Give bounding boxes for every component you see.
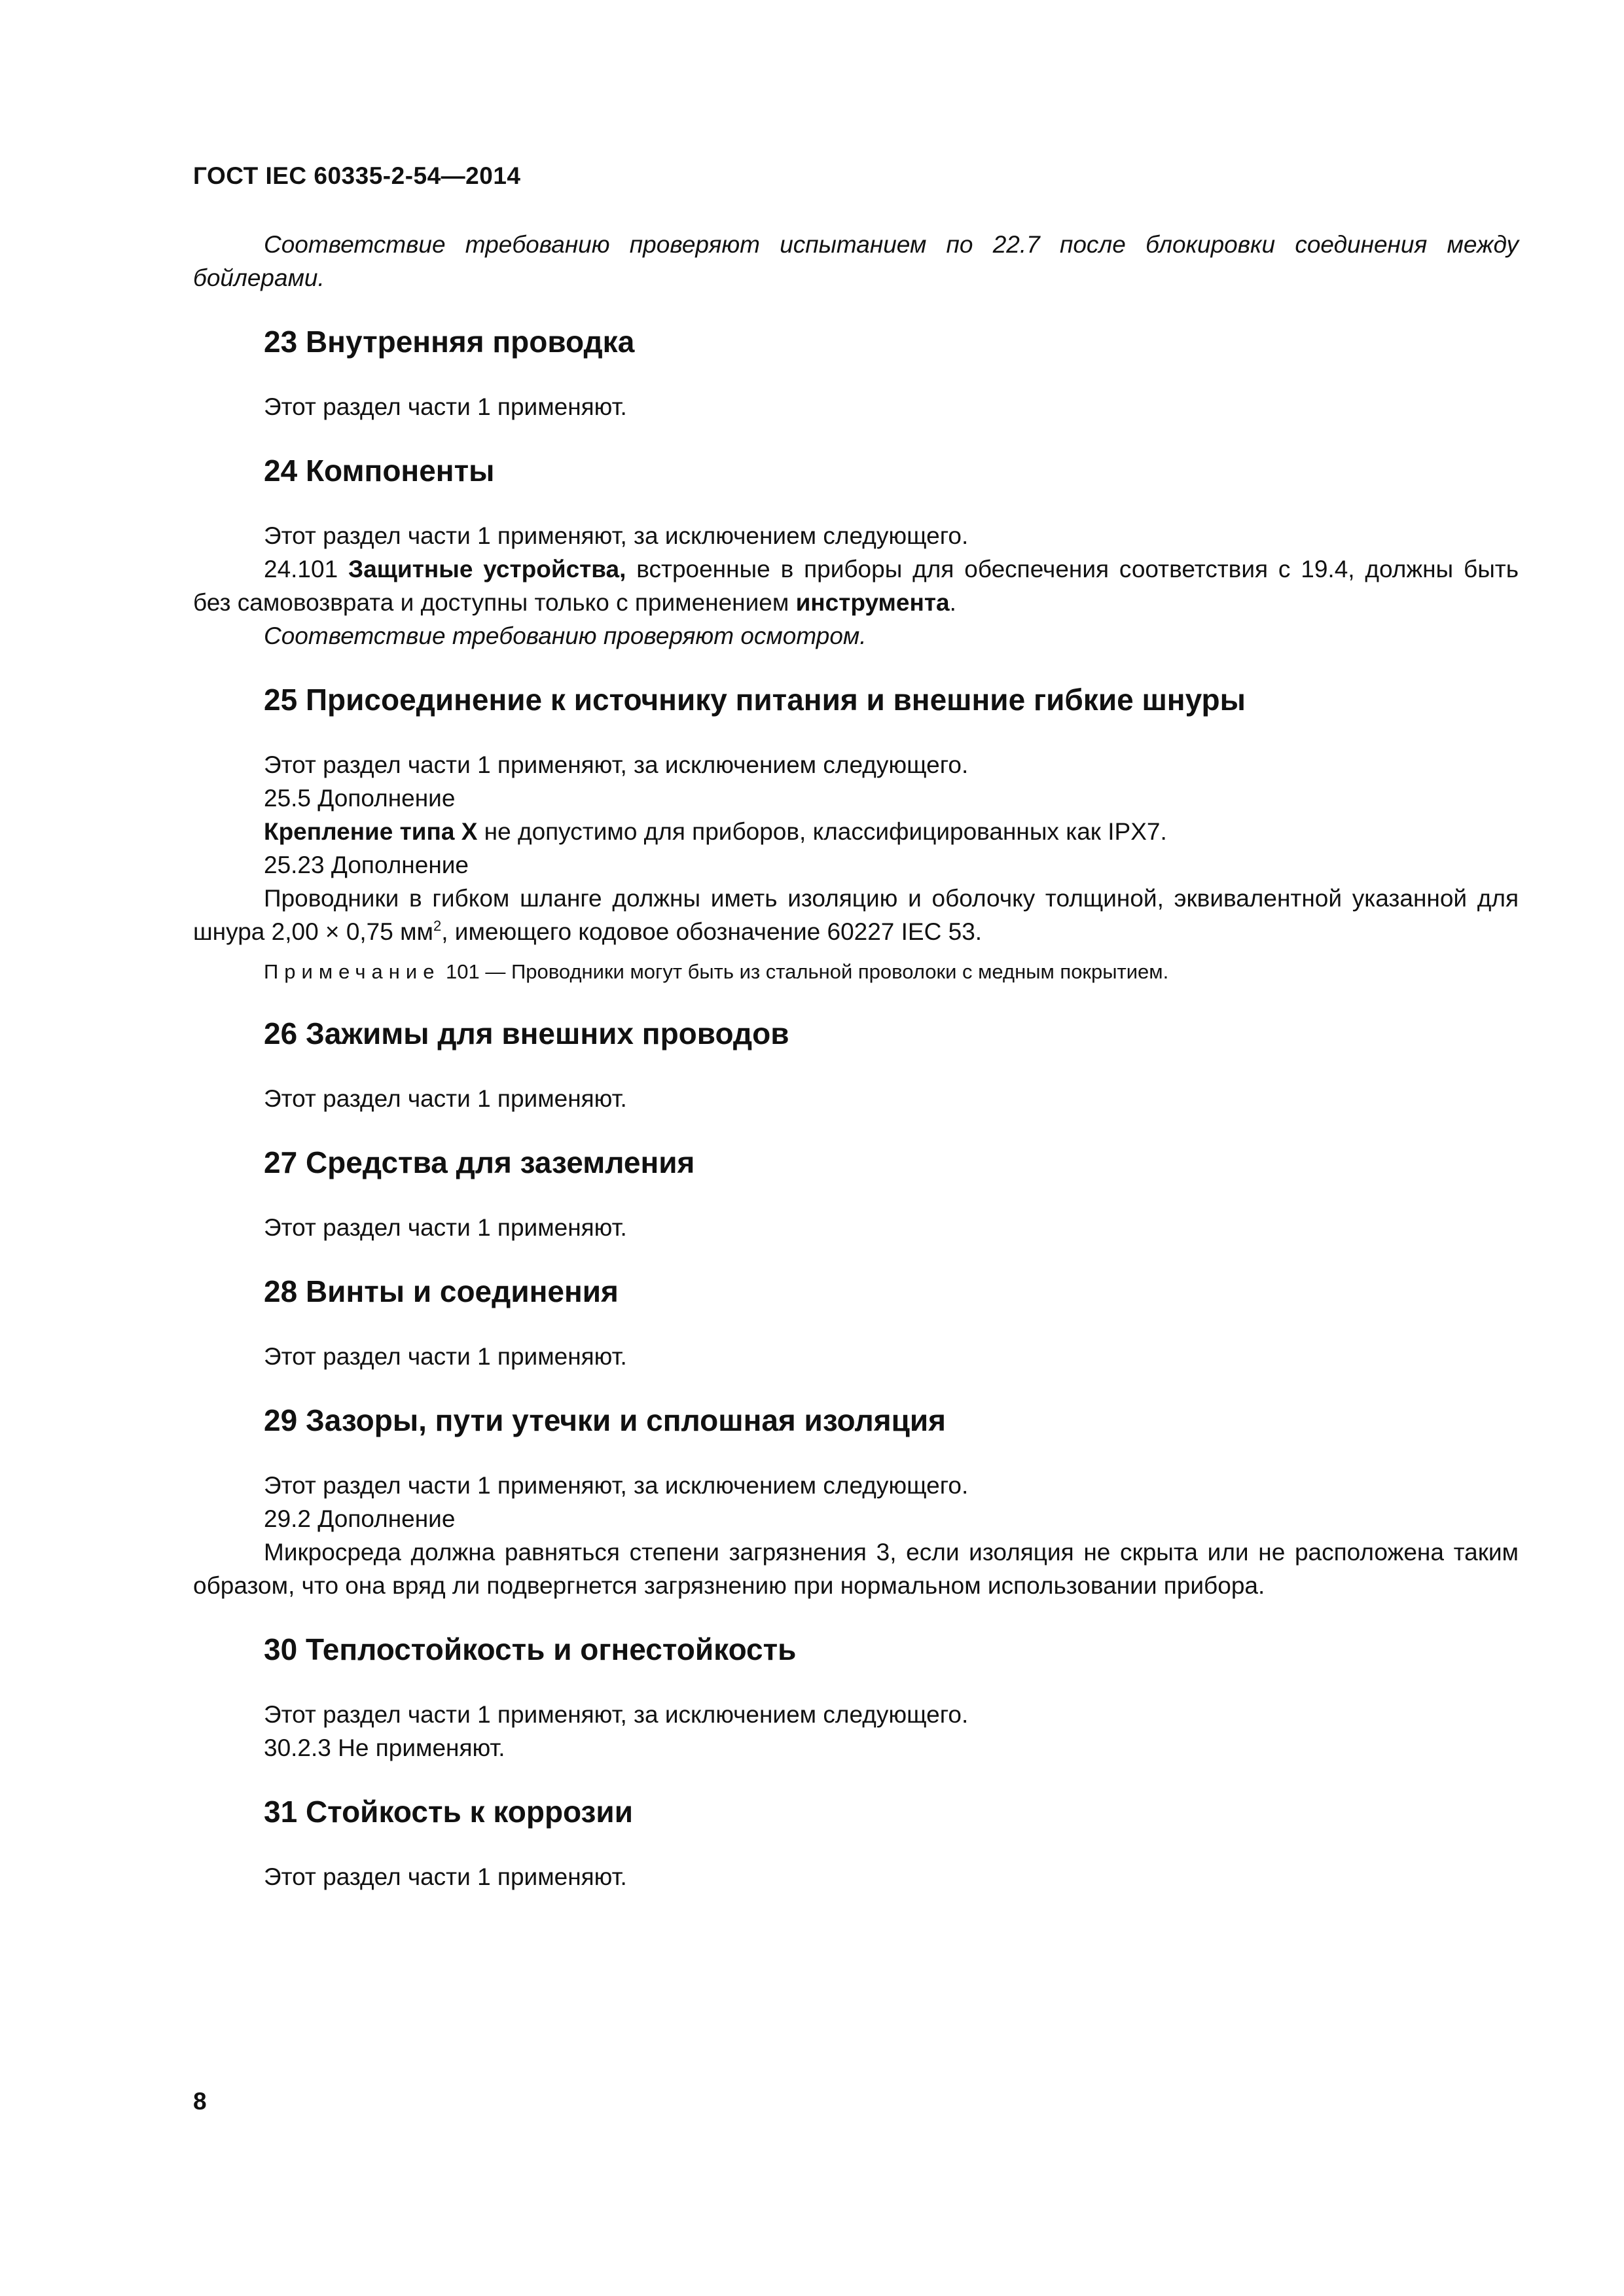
section-24-text: Этот раздел части 1 применяют, за исключением следующего. <box>264 522 969 549</box>
section-24-compliance: Соответствие требованию проверяют осмотром. <box>264 622 867 649</box>
clause-25-5-body: не допустимо для приборов, классифицированных как IPX7. <box>477 818 1167 845</box>
clause-29-2-heading: 29.2 Дополнение <box>264 1505 456 1532</box>
clause-25-5-text <box>193 815 1519 848</box>
clause-24-101-end: . <box>949 589 956 616</box>
section-29-title: 29 Зазоры, пути утечки и сплошная изоляция <box>264 1403 946 1437</box>
section-27-title: 27 Средства для заземления <box>264 1145 695 1179</box>
section-31-title: 31 Стойкость к коррозии <box>264 1795 633 1829</box>
note-text: 101 — Проводники могут быть из стальной проволоки с медным покрытием. <box>440 960 1169 983</box>
clause-25-5-bold-term: Крепление типа X <box>264 818 478 845</box>
section-30-title: 30 Теплостойкость и огнестойкость <box>264 1632 797 1666</box>
section-29-text: Этот раздел части 1 применяют, за исключением следующего. <box>264 1472 969 1499</box>
clause-25-5-heading: 25.5 Дополнение <box>264 785 456 812</box>
clause-29-2-text: Микросреда должна равняться степени загрязнения 3, если изоляция не скрыта или не расположена таким образом, что она вряд ли подвергнется загрязнению при нормальном использовании прибора. <box>193 1539 1519 1599</box>
clause-24-101 <box>193 552 1519 619</box>
intro-compliance-text: Соответствие требованию проверяют испытанием по 22.7 после блокировки соединения между бойлерами. <box>193 231 1519 291</box>
section-23-text: Этот раздел части 1 применяют. <box>264 393 627 420</box>
section-31-text: Этот раздел части 1 применяют. <box>264 1863 627 1890</box>
clause-24-101-bold-tool: инструмента <box>795 589 950 616</box>
document-body <box>193 228 1519 1893</box>
section-26-title: 26 Зажимы для внешних проводов <box>264 1016 789 1050</box>
document-page <box>193 0 1519 2296</box>
clause-30-2-3: 30.2.3 Не применяют. <box>264 1734 505 1761</box>
clause-24-101-number: 24.101 <box>264 556 338 583</box>
section-28-text: Этот раздел части 1 применяют. <box>264 1343 627 1370</box>
page-number: 8 <box>193 2088 207 2115</box>
section-28-title: 28 Винты и соединения <box>264 1274 619 1308</box>
clause-25-23-superscript: 2 <box>433 918 442 934</box>
section-30-text: Этот раздел части 1 применяют, за исключением следующего. <box>264 1701 969 1728</box>
clause-25-23-heading: 25.23 Дополнение <box>264 852 469 878</box>
section-26-text: Этот раздел части 1 применяют. <box>264 1085 627 1112</box>
section-23-title: 23 Внутренняя проводка <box>264 325 635 359</box>
note-101 <box>193 958 1519 986</box>
clause-24-101-text: встроенные в приборы для обеспечения соответствия с 19.4, должны быть без самовозврата и доступны только с применением <box>193 556 1519 616</box>
note-label: Примечание <box>264 960 441 983</box>
section-24-title: 24 Компоненты <box>264 454 495 488</box>
section-27-text: Этот раздел части 1 применяют. <box>264 1214 627 1241</box>
clause-24-101-bold-term: Защитные устройства, <box>348 556 626 583</box>
clause-25-23-text <box>193 882 1519 948</box>
clause-25-23-body: Проводники в гибком шланге должны иметь изоляцию и оболочку толщиной, эквивалентной указанной для шнура 2,00 × 0,75 мм <box>193 885 1519 945</box>
section-25-text: Этот раздел части 1 применяют, за исключением следующего. <box>264 751 969 778</box>
document-header: ГОСТ IEC 60335-2-54—2014 <box>193 162 521 189</box>
clause-25-23-body-end: , имеющего кодовое обозначение 60227 IEC 53. <box>441 918 983 945</box>
section-25-title: 25 Присоединение к источнику питания и внешние гибкие шнуры <box>264 683 1246 717</box>
